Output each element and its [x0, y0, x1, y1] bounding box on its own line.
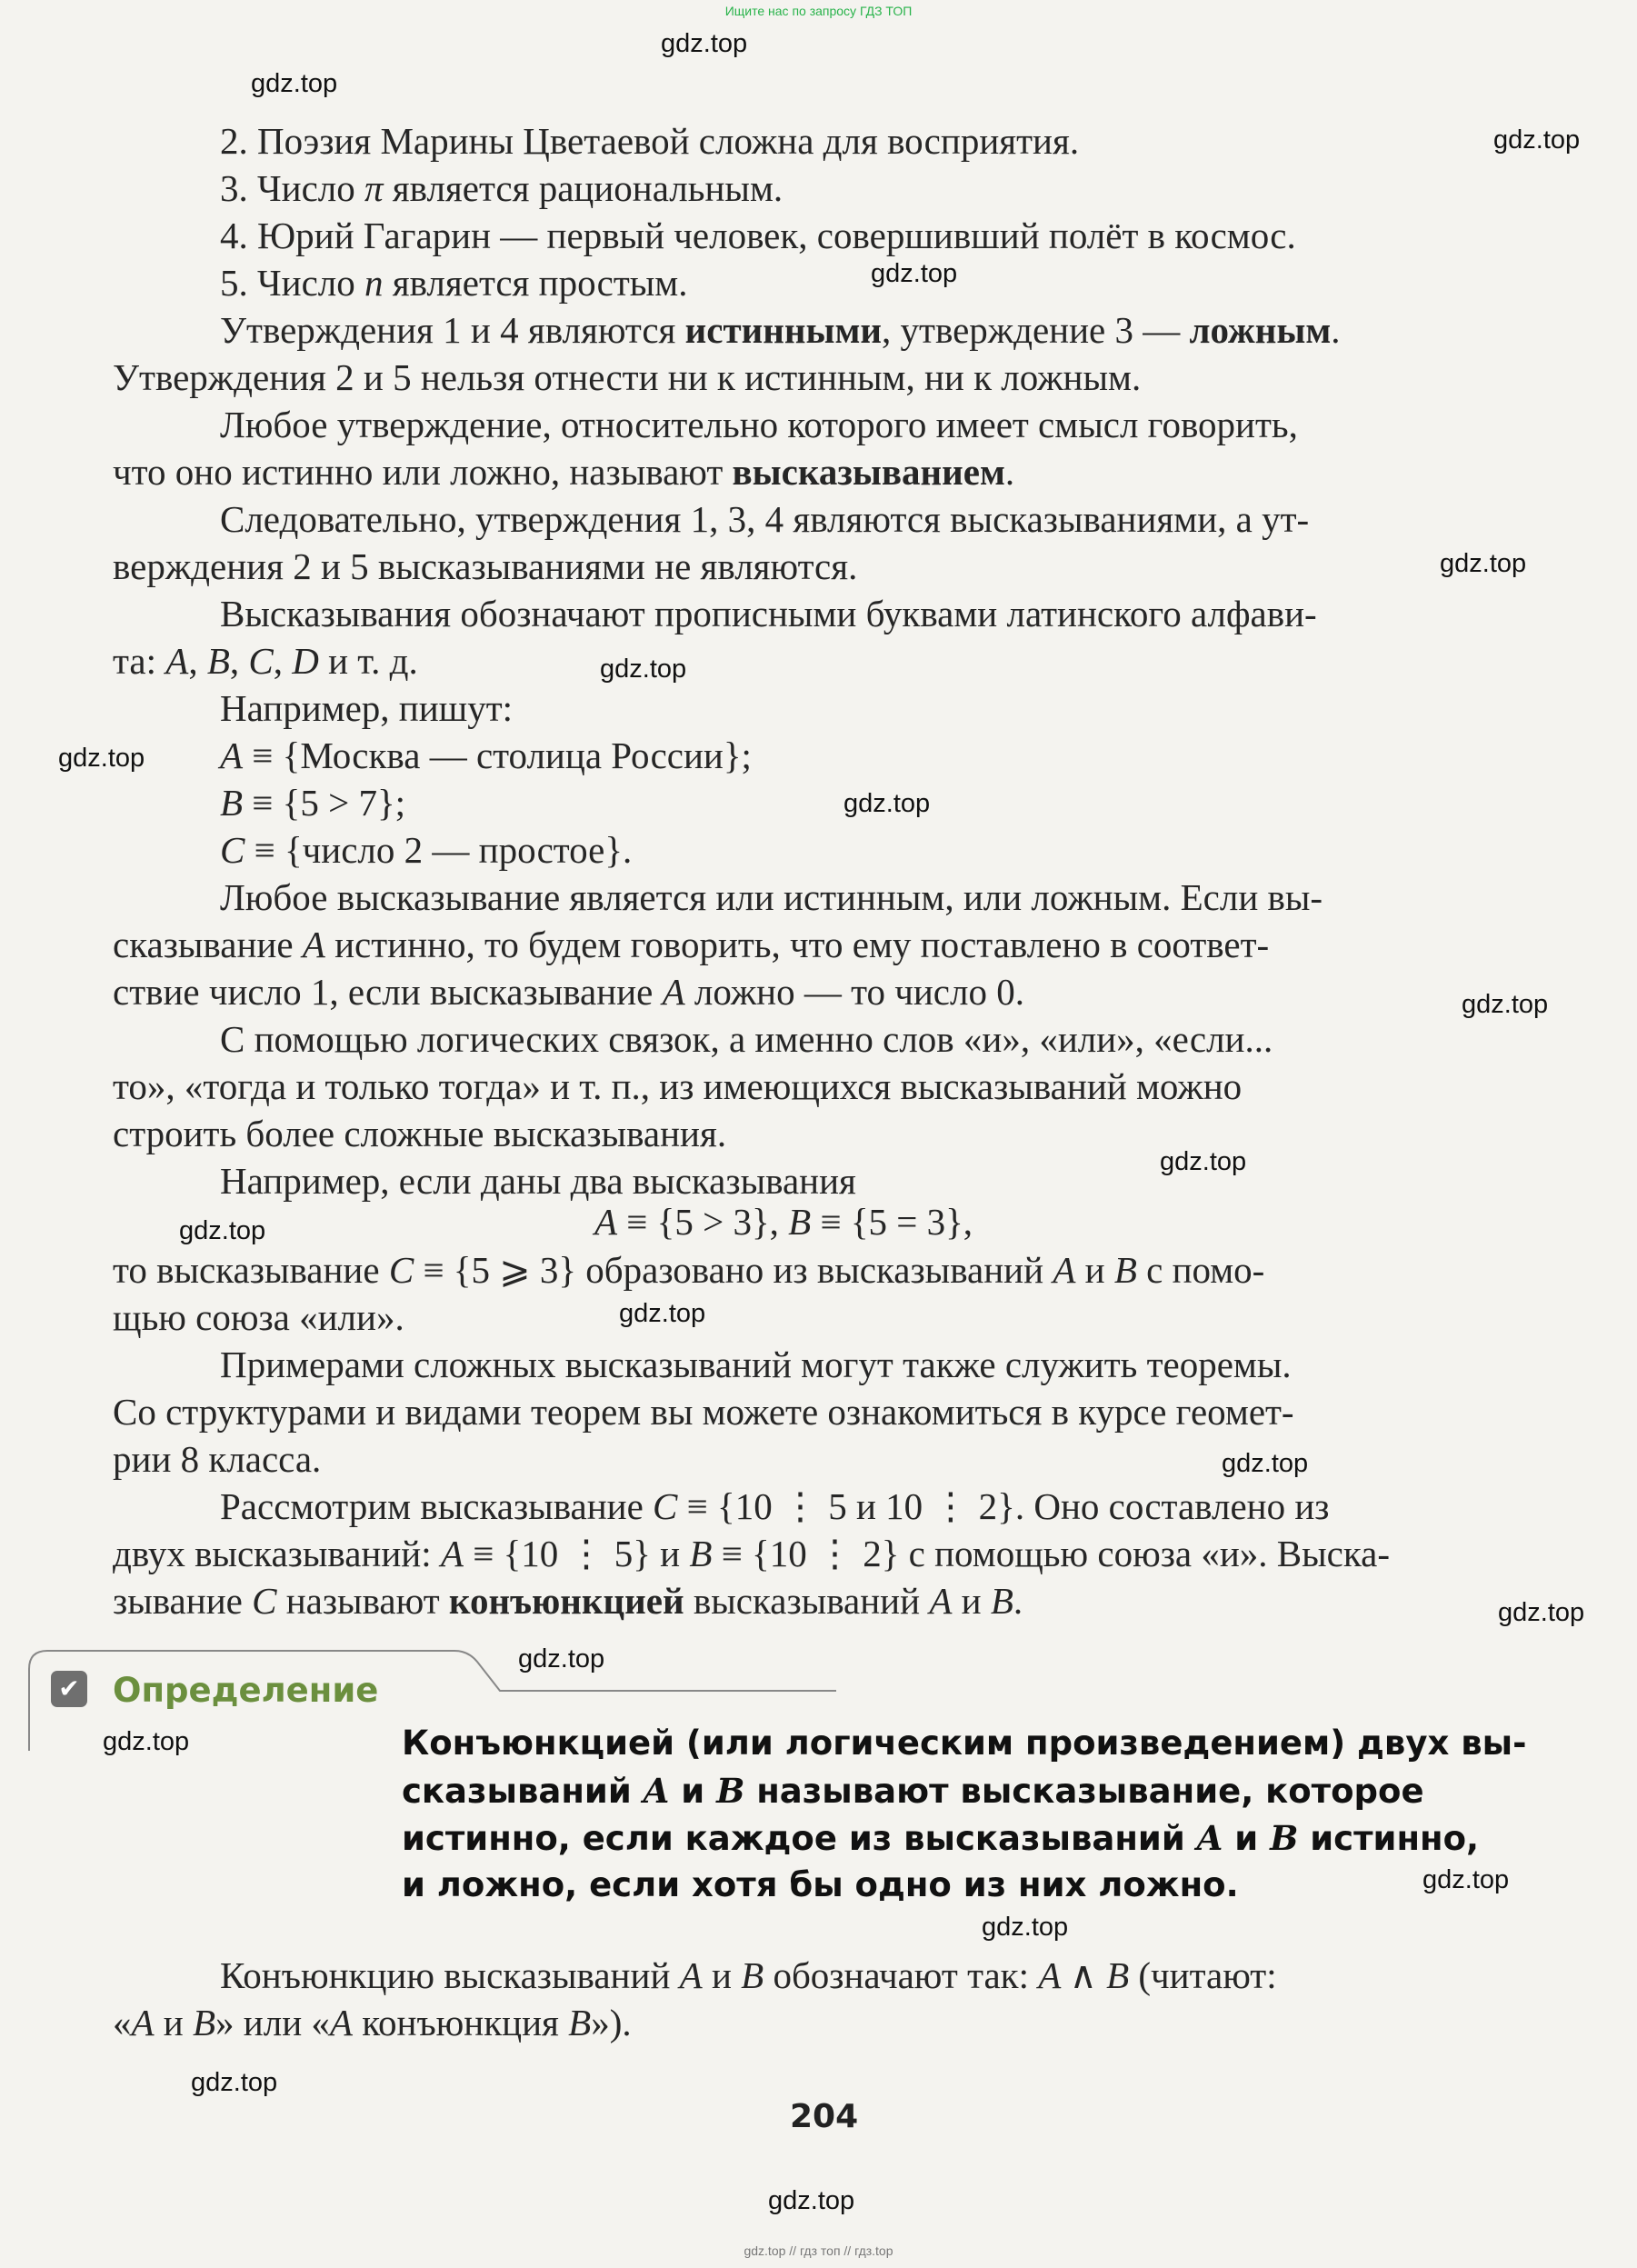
text-line: Утверждения 1 и 4 являются истинными, утверждение 3 — ложным. — [220, 309, 1341, 351]
watermark: gdz.top — [843, 789, 931, 818]
definition-line: сказываний A и B называют высказывание, которое — [402, 1771, 1424, 1811]
top-banner: Ищите нас по запросу ГДЗ ТОП — [724, 4, 913, 18]
watermark: gdz.top — [768, 2186, 855, 2215]
text-line: С помощью логических связок, а именно слов «и», «или», «если... — [220, 1018, 1273, 1060]
text-line: рии 8 класса. — [113, 1438, 322, 1480]
text-line: то высказывание C ≡ {5 ⩾ 3} образовано из высказываний A и B с помо- — [113, 1249, 1265, 1291]
watermark: gdz.top — [871, 259, 958, 288]
text-line: B ≡ {5 > 7}; — [220, 782, 406, 824]
text-line: верждения 2 и 5 высказываниями не являются. — [113, 545, 858, 587]
page-number: 204 — [790, 2098, 859, 2135]
watermark: gdz.top — [661, 29, 748, 58]
text-line: зывание C называют конъюнкцией высказываний A и B. — [113, 1580, 1023, 1622]
text-line: Со структурами и видами теорем вы можете ознакомиться в курсе геомет- — [113, 1391, 1294, 1433]
watermark: gdz.top — [982, 1913, 1069, 1942]
watermark: gdz.top — [103, 1727, 190, 1756]
text-line: 2. Поэзия Марины Цветаевой сложна для восприятия. — [220, 120, 1080, 162]
text-line: Утверждения 2 и 5 нельзя отнести ни к истинным, ни к ложным. — [113, 356, 1142, 398]
watermark: gdz.top — [1222, 1449, 1309, 1478]
watermark: gdz.top — [179, 1216, 266, 1245]
text-line: двух высказываний: A ≡ {10 ⋮ 5} и B ≡ {10 ⋮ 2} с помощью союза «и». Выска- — [113, 1533, 1391, 1574]
watermark: gdz.top — [1422, 1865, 1510, 1894]
watermark: gdz.top — [251, 69, 338, 98]
text-line: строить более сложные высказывания. — [113, 1113, 727, 1154]
definition-label: Определение — [113, 1671, 379, 1710]
text-line: Высказывания обозначают прописными буквами латинского алфави- — [220, 593, 1317, 634]
text-line: 4. Юрий Гагарин — первый человек, совершивший полёт в космос. — [220, 215, 1296, 256]
watermark: gdz.top — [600, 654, 687, 684]
text-line: Например, пишут: — [220, 687, 514, 729]
text-line: то», «тогда и только тогда» и т. п., из имеющихся высказываний можно — [113, 1065, 1243, 1107]
text-line: Конъюнкцию высказываний A и B обозначают так: A ∧ B (читают: — [220, 1954, 1277, 1996]
watermark: gdz.top — [58, 744, 145, 773]
text-line: ствие число 1, если высказывание A ложно — то число 0. — [113, 971, 1024, 1013]
text-line: Например, если даны два высказывания — [220, 1160, 856, 1202]
definition-line: и ложно, если хотя бы одно из них ложно. — [402, 1865, 1239, 1904]
watermark: gdz.top — [1440, 549, 1527, 578]
text-line: A ≡ {5 > 3}, B ≡ {5 = 3}, — [594, 1201, 973, 1243]
watermark: gdz.top — [619, 1299, 706, 1328]
text-line: Рассмотрим высказывание C ≡ {10 ⋮ 5 и 10 ⋮ 2}. Оно составлено из — [220, 1485, 1330, 1527]
text-line: та: A, B, C, D и т. д. — [113, 640, 418, 682]
watermark: gdz.top — [1462, 990, 1549, 1019]
watermark: gdz.top — [1498, 1598, 1585, 1627]
text-line: Любое утверждение, относительно которого имеет смысл говорить, — [220, 404, 1298, 445]
bottom-banner: gdz.top // гдз топ // гдз.top — [744, 2243, 893, 2258]
watermark: gdz.top — [191, 2068, 278, 2097]
text-line: 5. Число n является простым. — [220, 262, 688, 304]
text-line: C ≡ {число 2 — простое}. — [220, 829, 633, 871]
text-line: Любое высказывание является или истинным, или ложным. Если вы- — [220, 876, 1323, 918]
definition-line: Конъюнкцией (или логическим произведением) двух вы- — [402, 1723, 1527, 1763]
text-line: Примерами сложных высказываний могут также служить теоремы. — [220, 1344, 1292, 1385]
text-line: что оно истинно или ложно, называют высказыванием. — [113, 451, 1015, 493]
text-line: сказывание A истинно, то будем говорить, что ему поставлено в соответ- — [113, 924, 1270, 965]
text-line: A ≡ {Москва — столица России}; — [220, 734, 752, 776]
definition-line: истинно, если каждое из высказываний A и B истинно, — [402, 1818, 1480, 1858]
text-line: Следовательно, утверждения 1, 3, 4 являются высказываниями, а ут- — [220, 498, 1310, 540]
watermark: gdz.top — [518, 1644, 605, 1674]
watermark: gdz.top — [1160, 1147, 1247, 1176]
text-line: 3. Число π является рациональным. — [220, 167, 784, 209]
check-icon: ✔ — [51, 1671, 87, 1707]
watermark: gdz.top — [1493, 125, 1581, 155]
text-line: щью союза «или». — [113, 1296, 404, 1338]
text-line: «A и B» или «A конъюнкция B»). — [113, 2002, 632, 2043]
